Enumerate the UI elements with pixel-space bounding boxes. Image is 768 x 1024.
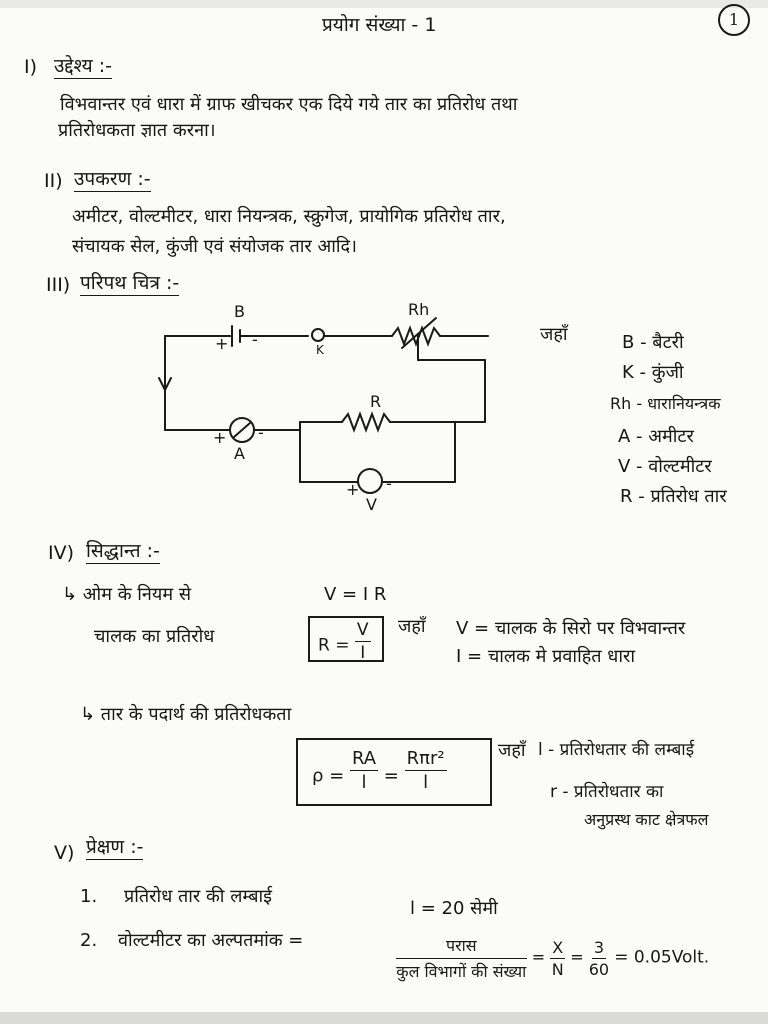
apparatus-line-2: संचायक सेल, कुंजी एवं संयोजक तार आदि। xyxy=(72,236,357,257)
lc-X: X xyxy=(552,937,564,957)
rho-equals-2: = xyxy=(383,765,399,787)
section-3-number: III) xyxy=(46,274,71,296)
label-K: K xyxy=(316,343,324,357)
section-3-heading: परिपथ चित्र :- xyxy=(80,272,180,294)
lc-denominator: कुल विभागों की संख्या xyxy=(396,962,527,981)
section-2-number: II) xyxy=(44,170,63,192)
aim-line-2: प्रतिरोधकता ज्ञात करना। xyxy=(58,120,216,141)
lc-result: = 0.05Volt. xyxy=(614,947,710,968)
rho-denominator-1: l xyxy=(361,772,367,793)
rho-lhs: ρ = xyxy=(312,765,345,787)
section-4-heading: सिद्धान्त :- xyxy=(86,540,160,562)
legend-item-K: K - कुंजी xyxy=(622,362,684,383)
section-1-number: I) xyxy=(24,56,38,78)
where-2: जहाँ xyxy=(498,740,526,761)
obs-2-number: 2. xyxy=(80,930,98,951)
obs-1-number: 1. xyxy=(80,886,98,907)
lc-3: 3 xyxy=(593,937,605,957)
aim-line-1: विभवान्तर एवं धारा में ग्राफ खीचकर एक दिये गये तार का प्रतिरोध तथा xyxy=(60,94,518,115)
ohm-law-line: ↳ ओम के नियम से xyxy=(62,584,191,605)
lc-N: N xyxy=(551,959,564,979)
ammeter-minus: - xyxy=(258,423,264,442)
legend-item-A: A - अमीटर xyxy=(618,426,694,447)
battery-plus: + xyxy=(215,334,229,353)
ohm-equation: V = I R xyxy=(324,584,387,605)
section-2-heading: उपकरण :- xyxy=(74,168,151,190)
def-I: I = चालक मे प्रवाहित धारा xyxy=(456,646,636,667)
rho-denominator-2: l xyxy=(423,772,429,793)
where-1: जहाँ xyxy=(398,616,426,637)
resistance-denominator: I xyxy=(360,643,366,663)
label-V: V xyxy=(366,495,377,514)
page-title: प्रयोग संख्या - 1 xyxy=(322,14,437,36)
label-R: R xyxy=(370,392,382,411)
ammeter-plus: + xyxy=(213,428,227,447)
legend-item-R: R - प्रतिरोध तार xyxy=(620,486,727,507)
label-A: A xyxy=(234,444,245,463)
resistance-numerator: V xyxy=(356,620,369,640)
label-B: B xyxy=(234,302,245,321)
voltmeter-plus: + xyxy=(346,480,360,499)
legend-item-Rh: Rh - धारानियन्त्रक xyxy=(610,394,721,413)
rho-numerator-1: RA xyxy=(351,748,377,769)
def-V: V = चालक के सिरो पर विभवान्तर xyxy=(456,618,686,639)
rho-numerator-2: Rπr² xyxy=(406,748,445,769)
voltmeter-symbol xyxy=(358,469,382,493)
label-Rh: Rh xyxy=(408,300,430,319)
resistance-lhs: R = xyxy=(318,635,350,656)
page-number: 1 xyxy=(728,10,740,29)
def-r-line-1: r - प्रतिरोधतार का xyxy=(550,782,664,802)
section-5-number: V) xyxy=(54,842,75,864)
section-1-heading: उद्देश्य :- xyxy=(54,55,112,77)
obs-2-text: वोल्टमीटर का अल्पतमांक = xyxy=(118,930,304,951)
section-5-heading: प्रेक्षण :- xyxy=(86,836,144,858)
resistance-label: चालक का प्रतिरोध xyxy=(94,626,215,647)
least-count-formula xyxy=(396,934,709,982)
resistance-formula-box xyxy=(308,616,384,662)
section-4-number: IV) xyxy=(48,542,75,564)
apparatus-line-1: अमीटर, वोल्टमीटर, धारा नियन्त्रक, स्क्रुगेज, प्रायोगिक प्रतिरोध तार, xyxy=(72,206,506,227)
legend-where: जहाँ xyxy=(540,324,568,345)
legend-item-B: B - बैटरी xyxy=(622,332,684,353)
lc-equals-1: = xyxy=(531,947,546,967)
lc-60: 60 xyxy=(588,959,610,979)
lc-equals-2: = xyxy=(570,947,584,967)
lc-numerator: परास xyxy=(396,934,527,959)
legend-item-V: V - वोल्टमीटर xyxy=(618,456,712,477)
resistor-zigzag xyxy=(342,414,390,430)
resistivity-formula-box xyxy=(296,738,492,806)
battery-minus: - xyxy=(252,330,258,349)
def-l: l - प्रतिरोधतार की लम्बाई xyxy=(538,740,695,760)
voltmeter-minus: - xyxy=(386,474,392,493)
obs-1-text: प्रतिरोध तार की लम्बाई xyxy=(124,886,273,907)
key-symbol xyxy=(312,329,324,341)
resistivity-line: ↳ तार के पदार्थ की प्रतिरोधकता xyxy=(80,704,292,725)
obs-1-value: l = 20 सेमी xyxy=(410,898,498,919)
def-r-line-2: अनुप्रस्थ काट क्षेत्रफल xyxy=(584,810,709,829)
